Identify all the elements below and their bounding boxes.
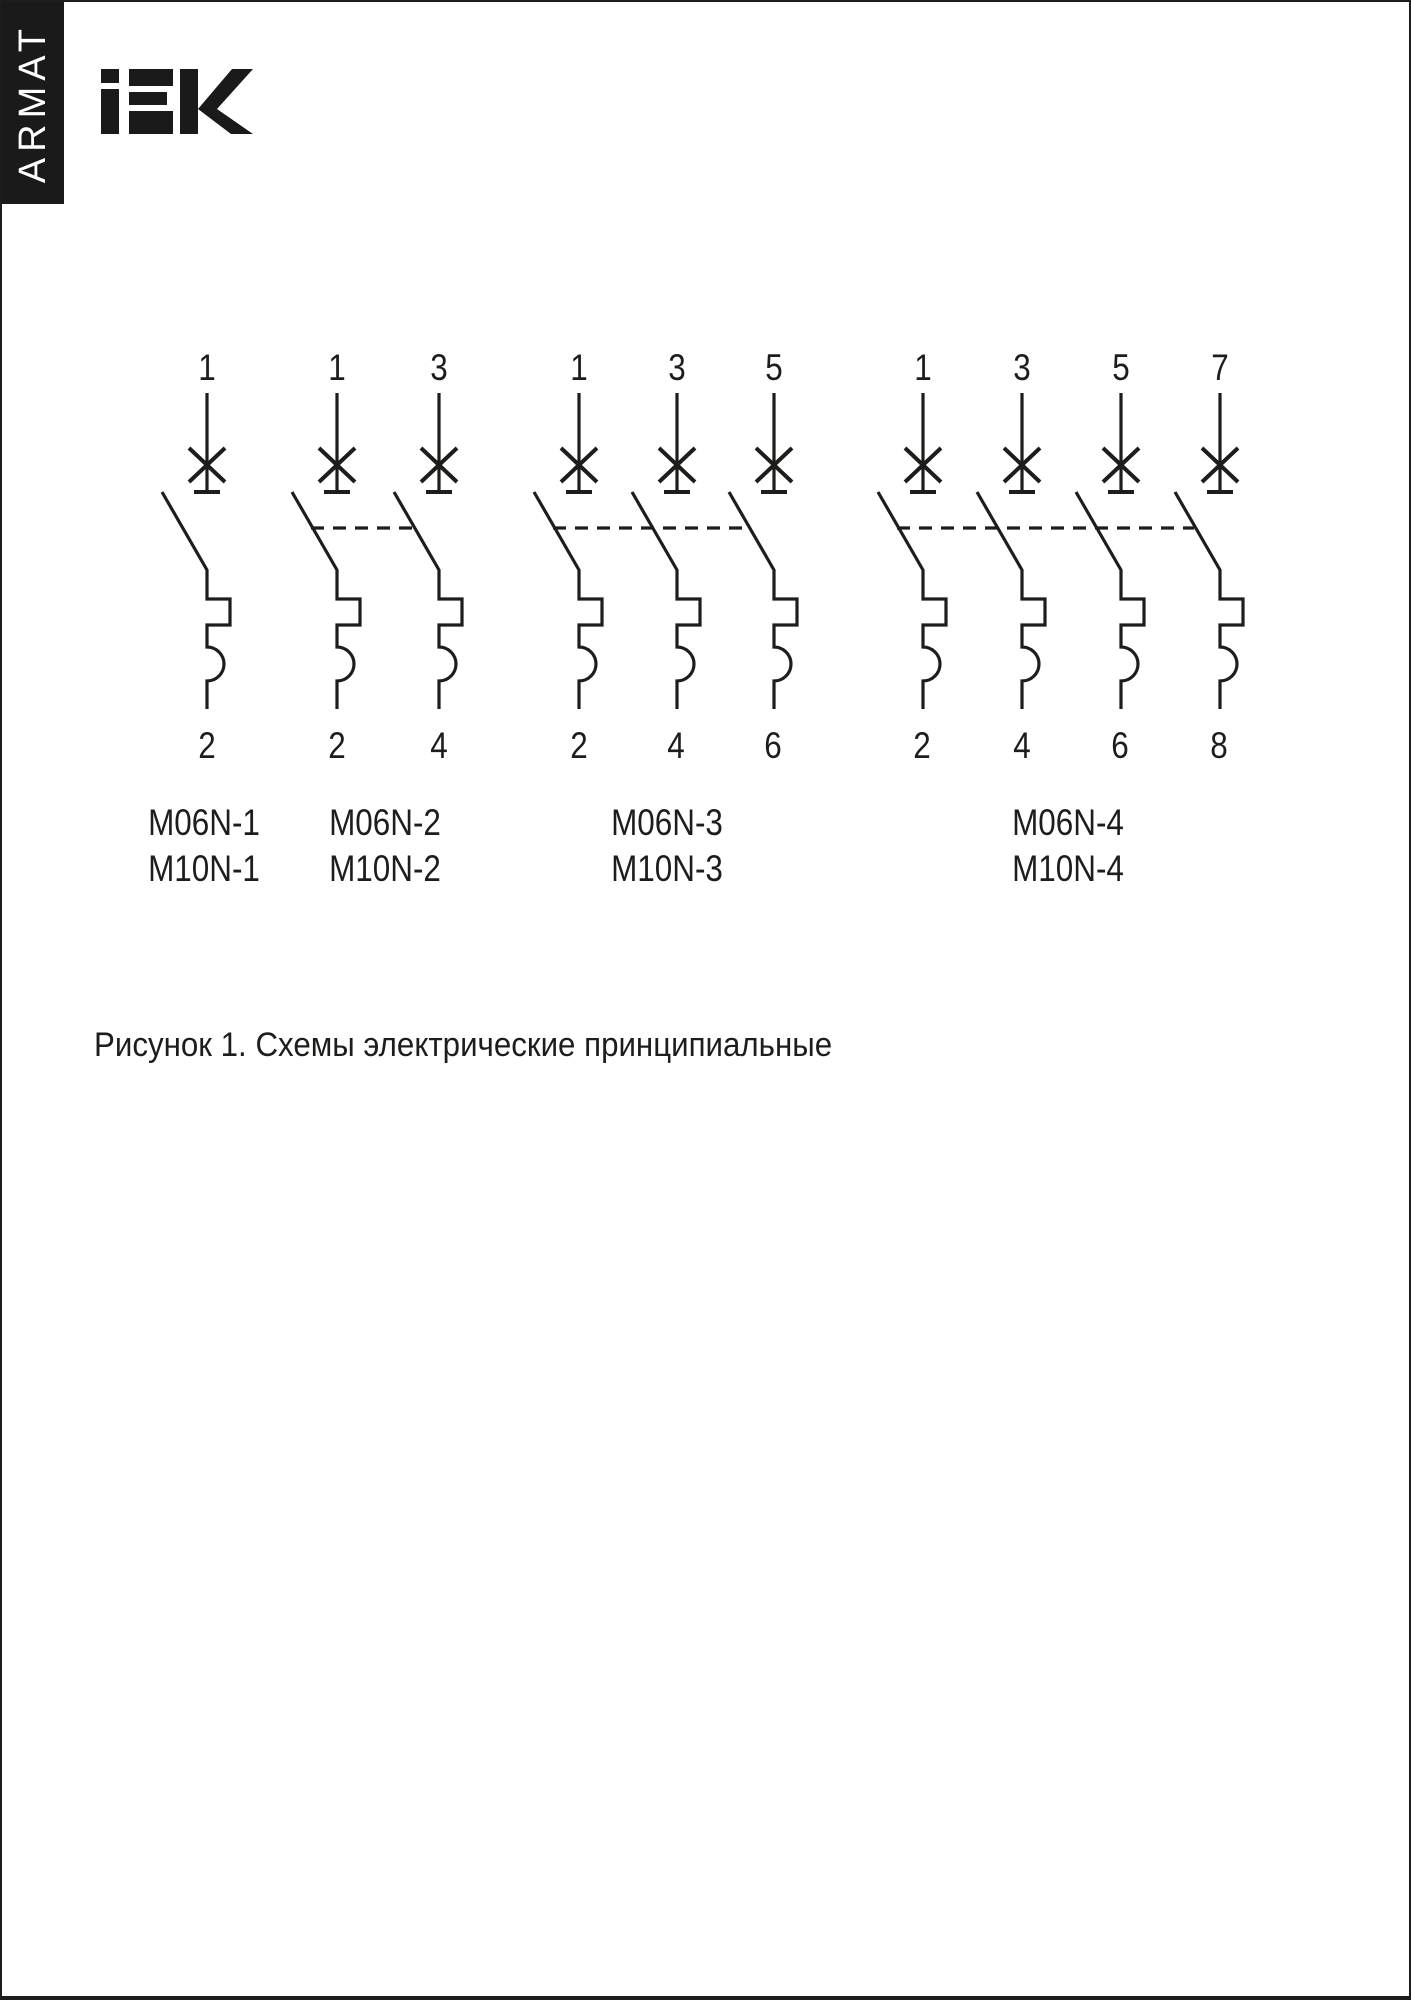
pole-symbol-g4-p4	[1175, 393, 1243, 709]
terminal-label-bottom: 6	[1111, 725, 1129, 766]
pole-symbol-g2-p1	[292, 393, 360, 709]
pole-symbol-g2-p2	[394, 393, 462, 709]
terminal-label-top: 3	[1013, 347, 1031, 388]
terminal-label-top: 1	[570, 347, 588, 388]
terminal-label-top: 5	[765, 347, 783, 388]
model-label: M10N-1	[148, 848, 260, 889]
pole-symbol-g4-p3	[1076, 393, 1144, 709]
pole-symbol-g3-p3	[729, 393, 797, 709]
armat-brand-label: ARMAT	[12, 22, 54, 184]
terminal-label-top: 1	[328, 347, 346, 388]
terminal-label-bottom: 4	[1013, 725, 1031, 766]
model-label: M06N-3	[611, 802, 723, 843]
figure-caption: Рисунок 1. Схемы электрические принципиальные	[94, 1026, 833, 1064]
pole-symbol-g4-p1	[878, 393, 946, 709]
terminal-label-top: 1	[198, 347, 216, 388]
model-label: M06N-4	[1012, 802, 1124, 843]
terminal-label-bottom: 2	[328, 725, 346, 766]
pole-symbol-g1-p1	[162, 393, 230, 709]
terminal-label-bottom: 4	[430, 725, 448, 766]
terminal-label-bottom: 4	[667, 725, 685, 766]
terminal-label-bottom: 2	[198, 725, 216, 766]
model-label: M06N-1	[148, 802, 260, 843]
terminal-label-bottom: 2	[913, 725, 931, 766]
model-label: M06N-2	[329, 802, 441, 843]
terminal-label-top: 5	[1112, 347, 1130, 388]
terminal-label-bottom: 8	[1210, 725, 1228, 766]
pole-symbol-g4-p2	[977, 393, 1045, 709]
terminal-label-top: 3	[668, 347, 686, 388]
terminal-label-top: 1	[914, 347, 932, 388]
terminal-label-top: 3	[430, 347, 448, 388]
terminal-label-bottom: 2	[570, 725, 588, 766]
model-label: M10N-4	[1012, 848, 1124, 889]
terminal-label-top: 7	[1211, 347, 1229, 388]
circuit-schematic-figure	[2, 2, 1411, 1082]
model-label: M10N-3	[611, 848, 723, 889]
terminal-label-bottom: 6	[764, 725, 782, 766]
pole-symbol-g3-p2	[632, 393, 700, 709]
model-label: M10N-2	[329, 848, 441, 889]
pole-symbol-g3-p1	[534, 393, 602, 709]
